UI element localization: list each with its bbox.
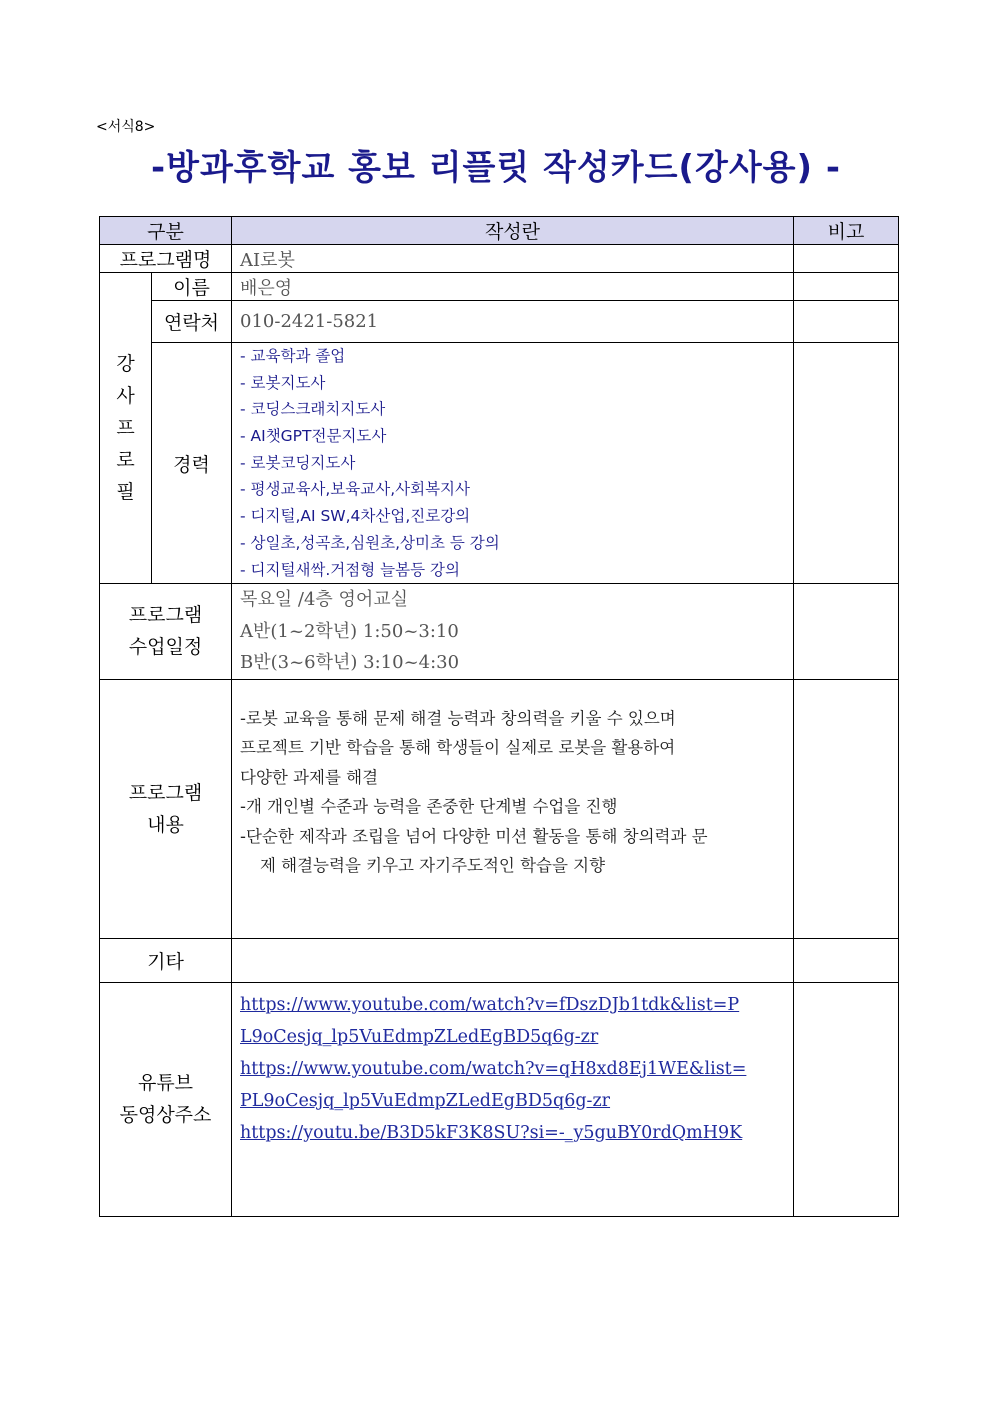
career-item: - 상일초,성곡초,심원초,상미초 등 강의 xyxy=(240,533,500,552)
schedule-remarks xyxy=(794,584,899,680)
etc-remarks xyxy=(794,938,899,982)
career-item: - 교육학과 졸업 xyxy=(240,347,346,365)
youtube-label: 유튜브 동영상주소 xyxy=(100,982,232,1216)
career-label: 경력 xyxy=(152,343,232,584)
youtube-link-2-cont[interactable]: PL9oCesjq_lp5VuEdmpZLedEgBD5q6g-zr xyxy=(240,1090,611,1111)
contact-row xyxy=(100,301,899,343)
leaflet-card-table xyxy=(99,216,899,1217)
content-remarks xyxy=(794,679,899,938)
program-name-remarks xyxy=(794,245,899,273)
schedule-value: 목요일 /4층 영어교실 A반(1~2학년) 1:50~3:10 B반(3~6학년) 3:10~4:30 xyxy=(232,584,794,680)
etc-label: 기타 xyxy=(100,938,232,982)
career-row xyxy=(100,343,899,584)
youtube-link-3[interactable]: https://youtu.be/B3D5kF3K8SU?si=-_y5guBY0rdQmH9K xyxy=(240,1122,743,1143)
contact-value: 010-2421-5821 xyxy=(232,301,794,343)
content-value: -로봇 교육을 통해 문제 해결 능력과 창의력을 키울 수 있으며 프로젝트 기반 학습을 통해 학생들이 실제로 로봇을 활용하여 다양한 과제를 해결 -개 개인별 수준과 능력을 존중한 단계별 수업을 진행 -단순한 제작과 조립을 넘어 다양한 미션 활동을 통해 창의력과 문 제 해결능력을 키우고 자기주도적인 학습을 지향 xyxy=(232,679,794,938)
instructor-name-row xyxy=(100,273,899,301)
content-row xyxy=(100,679,899,938)
career-item: - 로봇코딩지도사 xyxy=(240,453,356,472)
career-remarks xyxy=(794,343,899,584)
program-name-label: 프로그램명 xyxy=(100,245,232,273)
career-item: - 코딩스크래치지도사 xyxy=(240,400,386,419)
content-label: 프로그램 내용 xyxy=(100,679,232,938)
youtube-link-1-cont[interactable]: L9oCesjq_lp5VuEdmpZLedEgBD5q6g-zr xyxy=(240,1026,599,1047)
career-item: - 로봇지도사 xyxy=(240,373,326,392)
youtube-link-2[interactable]: https://www.youtube.com/watch?v=qH8xd8Ej1WE&list= xyxy=(240,1058,747,1079)
youtube-link-1[interactable]: https://www.youtube.com/watch?v=fDszDJb1tdk&list=P xyxy=(240,994,740,1015)
youtube-row xyxy=(100,982,899,1216)
youtube-links xyxy=(232,982,794,1216)
instructor-name-value: 배은영 xyxy=(232,273,794,301)
schedule-label: 프로그램 수업일정 xyxy=(100,584,232,680)
program-name-value: AI로봇 xyxy=(232,245,794,273)
etc-row xyxy=(100,938,899,982)
instructor-profile-label: 강 사 프 로 필 xyxy=(100,273,152,584)
career-list xyxy=(232,343,794,584)
youtube-remarks xyxy=(794,982,899,1216)
contact-label: 연락처 xyxy=(152,301,232,343)
career-item: - 디지털,AI SW,4차산업,진로강의 xyxy=(240,507,471,526)
career-item: - 디지털새싹.거점형 늘봄등 강의 xyxy=(240,560,460,579)
header-remarks: 비고 xyxy=(794,217,899,245)
contact-remarks xyxy=(794,301,899,343)
program-name-row xyxy=(100,245,899,273)
header-entry: 작성란 xyxy=(232,217,794,245)
instructor-name-remarks xyxy=(794,273,899,301)
career-item: - 평생교육사,보육교사,사회복지사 xyxy=(240,480,470,499)
form-number-label: <서식8> xyxy=(96,119,156,135)
schedule-row xyxy=(100,584,899,680)
etc-value xyxy=(232,938,794,982)
page-title: -방과후학교 홍보 리플릿 작성카드(강사용) - xyxy=(151,148,841,188)
header-category: 구분 xyxy=(100,217,232,245)
instructor-name-label: 이름 xyxy=(152,273,232,301)
career-item: - AI챗GPT전문지도사 xyxy=(240,427,387,446)
header-row xyxy=(100,217,899,245)
